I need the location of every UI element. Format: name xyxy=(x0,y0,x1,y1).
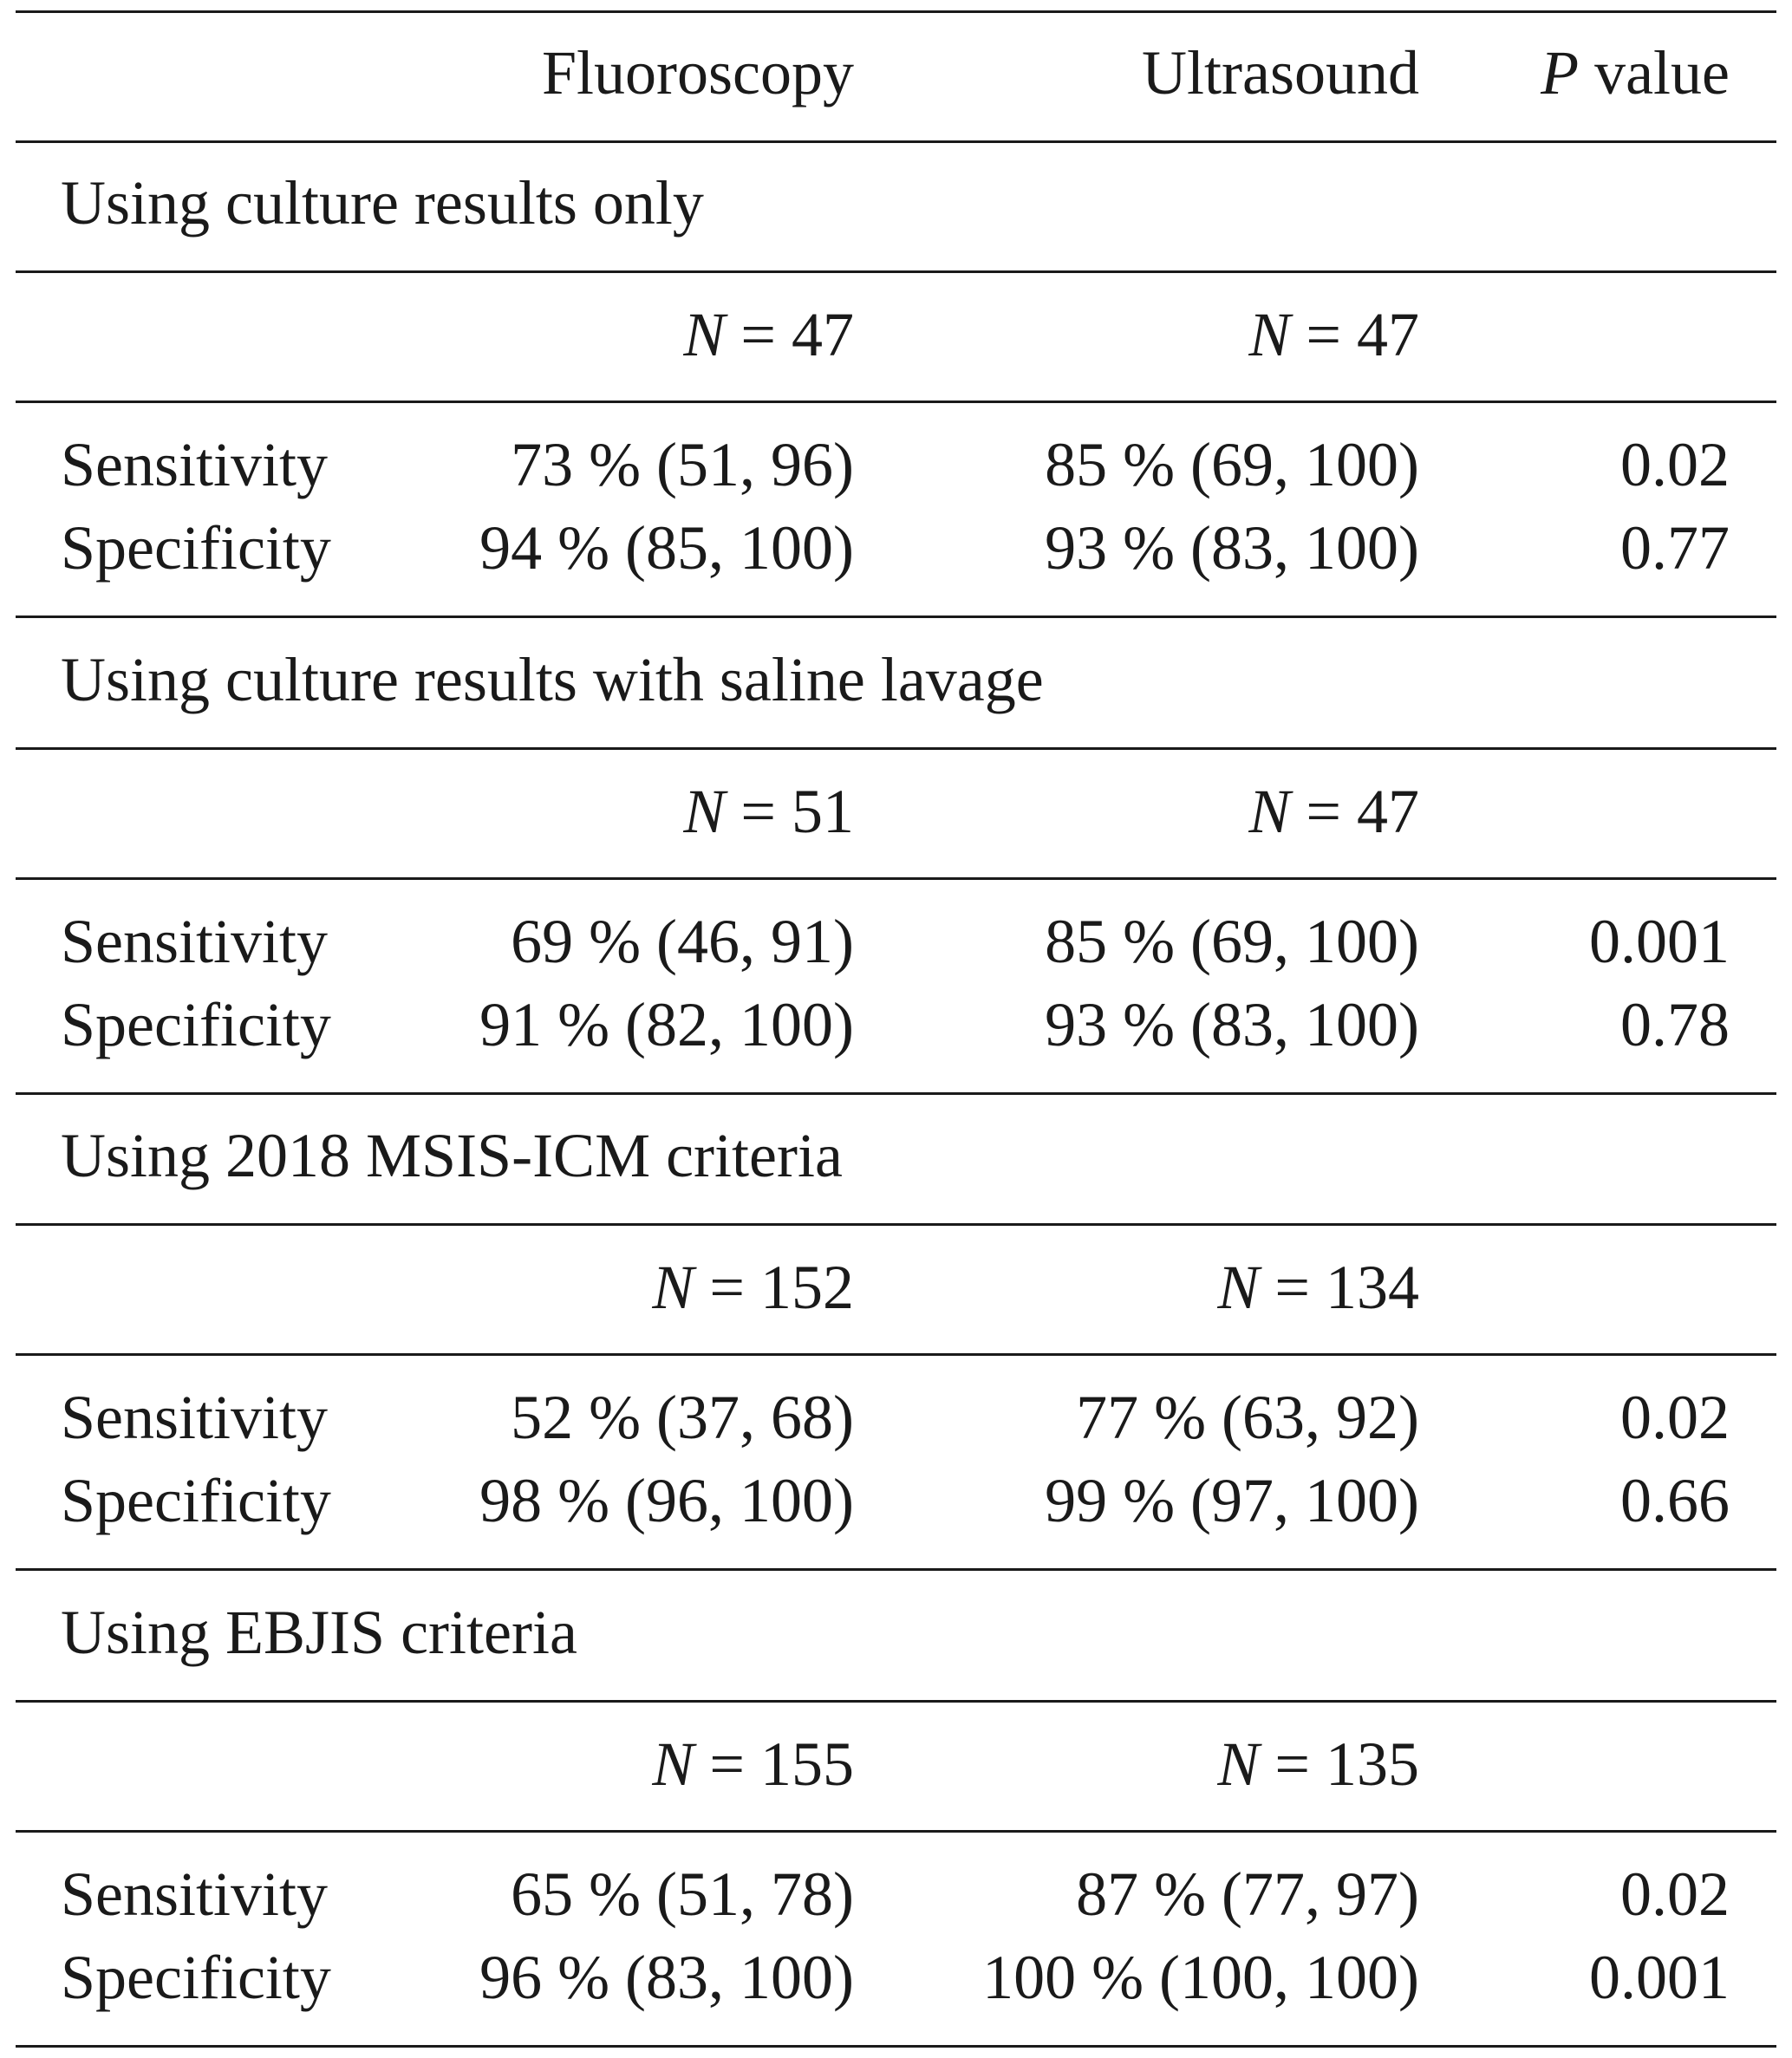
fluoroscopy-value: 96 % (83, 100) xyxy=(479,1943,854,2012)
n-equals: = xyxy=(1259,1729,1326,1799)
header-rule xyxy=(16,140,1776,143)
section-title: Using EBJIS criteria xyxy=(61,1598,577,1667)
n-rule xyxy=(16,401,1776,403)
p-value: 0.02 xyxy=(1620,430,1730,499)
section-title: Using culture results with saline lavage xyxy=(61,645,1044,714)
n-equals: = xyxy=(1290,300,1357,369)
section-rule xyxy=(16,270,1776,273)
n-rule xyxy=(16,1830,1776,1833)
metric-label: Specificity xyxy=(61,1943,331,2012)
n-rule xyxy=(16,877,1776,880)
header-value-word: value xyxy=(1579,38,1730,107)
ultrasound-value: 99 % (97, 100) xyxy=(1045,1466,1419,1535)
n-count-us xyxy=(1248,300,1419,369)
n-count-fluoro xyxy=(683,777,854,846)
n-symbol: N xyxy=(652,1253,694,1322)
n-symbol: N xyxy=(1217,1253,1260,1322)
fluoroscopy-value: 94 % (85, 100) xyxy=(479,513,854,583)
section-rule xyxy=(16,1223,1776,1226)
p-value: 0.001 xyxy=(1589,907,1730,976)
metric-label: Specificity xyxy=(61,990,331,1059)
block-rule xyxy=(16,2045,1776,2048)
header-p-value xyxy=(1541,38,1730,107)
p-value: 0.78 xyxy=(1620,990,1730,1059)
metric-label: Sensitivity xyxy=(61,907,329,976)
n-rule xyxy=(16,1353,1776,1356)
n-equals: = xyxy=(694,1253,760,1322)
n-equals: = xyxy=(725,777,792,846)
p-value: 0.02 xyxy=(1620,1383,1730,1452)
block-rule xyxy=(16,615,1776,618)
n-symbol: N xyxy=(1248,777,1291,846)
top-rule xyxy=(16,10,1776,13)
n-symbol: N xyxy=(1217,1729,1260,1799)
ultrasound-value: 77 % (63, 92) xyxy=(1076,1383,1419,1452)
n-value: 134 xyxy=(1326,1253,1419,1322)
block-rule xyxy=(16,1092,1776,1095)
p-value: 0.02 xyxy=(1620,1859,1730,1929)
n-equals: = xyxy=(694,1729,760,1799)
section-title: Using culture results only xyxy=(61,168,704,238)
n-value: 47 xyxy=(1357,300,1419,369)
n-equals: = xyxy=(725,300,792,369)
fluoroscopy-value: 52 % (37, 68) xyxy=(511,1383,854,1452)
n-count-us xyxy=(1217,1253,1419,1322)
metric-label: Specificity xyxy=(61,513,331,583)
n-count-us xyxy=(1248,777,1419,846)
metric-label: Sensitivity xyxy=(61,430,329,499)
n-value: 155 xyxy=(760,1729,854,1799)
n-symbol: N xyxy=(683,300,726,369)
section-rule xyxy=(16,747,1776,750)
n-value: 152 xyxy=(760,1253,854,1322)
header-p-symbol: P xyxy=(1541,38,1580,107)
n-count-fluoro xyxy=(652,1253,854,1322)
n-equals: = xyxy=(1290,777,1357,846)
n-value: 47 xyxy=(1357,777,1419,846)
metric-label: Sensitivity xyxy=(61,1859,329,1929)
header-ultrasound: Ultrasound xyxy=(1142,38,1419,107)
section-title: Using 2018 MSIS-ICM criteria xyxy=(61,1121,843,1190)
n-value: 51 xyxy=(792,777,854,846)
metric-label: Sensitivity xyxy=(61,1383,329,1452)
n-count-fluoro xyxy=(683,300,854,369)
fluoroscopy-value: 91 % (82, 100) xyxy=(479,990,854,1059)
fluoroscopy-value: 98 % (96, 100) xyxy=(479,1466,854,1535)
section-rule xyxy=(16,1700,1776,1703)
p-value: 0.001 xyxy=(1589,1943,1730,2012)
n-symbol: N xyxy=(1248,300,1291,369)
ultrasound-value: 85 % (69, 100) xyxy=(1045,907,1419,976)
fluoroscopy-value: 65 % (51, 78) xyxy=(511,1859,854,1929)
n-count-fluoro xyxy=(652,1729,854,1799)
p-value: 0.77 xyxy=(1620,513,1730,583)
n-symbol: N xyxy=(652,1729,694,1799)
fluoroscopy-value: 69 % (46, 91) xyxy=(511,907,854,976)
fluoroscopy-value: 73 % (51, 96) xyxy=(511,430,854,499)
metric-label: Specificity xyxy=(61,1466,331,1535)
block-rule xyxy=(16,1568,1776,1571)
header-fluoroscopy: Fluoroscopy xyxy=(542,38,854,107)
ultrasound-value: 85 % (69, 100) xyxy=(1045,430,1419,499)
p-value: 0.66 xyxy=(1620,1466,1730,1535)
n-value: 135 xyxy=(1326,1729,1419,1799)
n-symbol: N xyxy=(683,777,726,846)
n-value: 47 xyxy=(792,300,854,369)
ultrasound-value: 87 % (77, 97) xyxy=(1076,1859,1419,1929)
ultrasound-value: 93 % (83, 100) xyxy=(1045,990,1419,1059)
n-equals: = xyxy=(1259,1253,1326,1322)
n-count-us xyxy=(1217,1729,1419,1799)
ultrasound-value: 93 % (83, 100) xyxy=(1045,513,1419,583)
ultrasound-value: 100 % (100, 100) xyxy=(982,1943,1419,2012)
